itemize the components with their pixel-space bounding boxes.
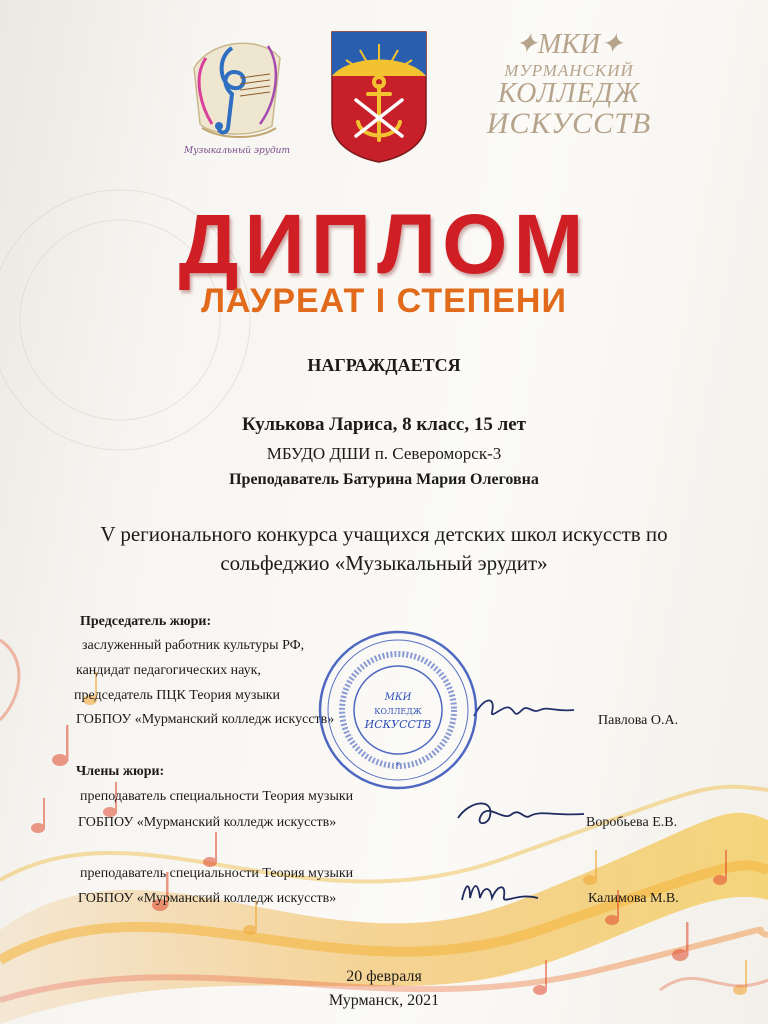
jury-members-block (76, 762, 164, 782)
diploma-subtitle: ЛАУРЕАТ I СТЕПЕНИ (201, 282, 567, 320)
jury-chair-block (80, 612, 211, 632)
jury-chair-line-4: ГОБПОУ «Мурманский колледж искусств» (76, 712, 335, 727)
member2-signature (456, 872, 546, 912)
college-monogram-icon: ✦МКИ✦ (514, 29, 624, 60)
issue-place-year: Мурманск, 2021 (328, 992, 440, 1009)
jury-member1-line-2: ГОБПОУ «Мурманский колледж искусств» (78, 815, 337, 830)
anchor-hammer-shield-icon (330, 30, 428, 164)
contest-line-2: сольфеджио «Музыкальный эрудит» (220, 551, 548, 575)
jury-member2-name: Калимова М.В. (588, 891, 679, 906)
jury-member1-name: Воробьева Е.В. (586, 815, 678, 830)
member1-signature (450, 796, 590, 836)
treble-clef-scroll-icon (172, 28, 302, 146)
awarded-heading: НАГРАЖДАЕТСЯ (307, 355, 461, 375)
official-stamp (316, 628, 480, 792)
diploma-title: ДИПЛОМ (178, 197, 590, 291)
recipient-teacher: Преподаватель Батурина Мария Олеговна (229, 471, 539, 488)
svg-text:КОЛЛЕДЖ: КОЛЛЕДЖ (374, 707, 422, 716)
recipient-school: МБУДО ДШИ п. Североморск-3 (266, 444, 502, 463)
jury-member2-line-1: преподаватель специальности Теория музыки (80, 866, 354, 881)
issue-date-block (0, 965, 768, 1013)
coat-of-arms (330, 30, 428, 164)
issue-date: 20 февраля (346, 968, 422, 985)
music-erudite-logo (172, 28, 302, 168)
college-logo-line1: МУРМАНСКИЙ (504, 61, 634, 80)
contest-line-1: V регионального конкурса учащихся детских школ искусств по (100, 522, 668, 546)
left-logo-caption: Музыкальный эрудит (183, 146, 291, 156)
jury-chair-name: Павлова О.А. (598, 713, 679, 728)
college-logo-line2: КОЛЛЕДЖ (497, 78, 641, 109)
jury-chair-heading: Председатель жюри: (80, 614, 212, 629)
jury-member2-line-2: ГОБПОУ «Мурманский колледж искусств» (78, 891, 337, 906)
chair-signature (470, 690, 580, 730)
svg-text:*: * (395, 761, 401, 771)
recipient-name: Кулькова Лариса, 8 класс, 15 лет (241, 414, 526, 435)
college-logo-line3: ИСКУССТВ (486, 107, 652, 140)
jury-member1-line-1: преподаватель специальности Теория музыки (80, 789, 354, 804)
jury-chair-line-1: заслуженный работник культуры РФ, (82, 638, 305, 653)
svg-text:ИСКУССТВ: ИСКУССТВ (364, 718, 432, 731)
jury-chair-line-3: председатель ПЦК Теория музыки (74, 688, 281, 703)
contest-description (60, 520, 708, 578)
jury-members-heading: Члены жюри: (76, 764, 165, 779)
college-logo (484, 28, 654, 163)
svg-text:МКИ: МКИ (384, 692, 412, 703)
jury-chair-line-2: кандидат педагогических наук, (76, 663, 261, 678)
